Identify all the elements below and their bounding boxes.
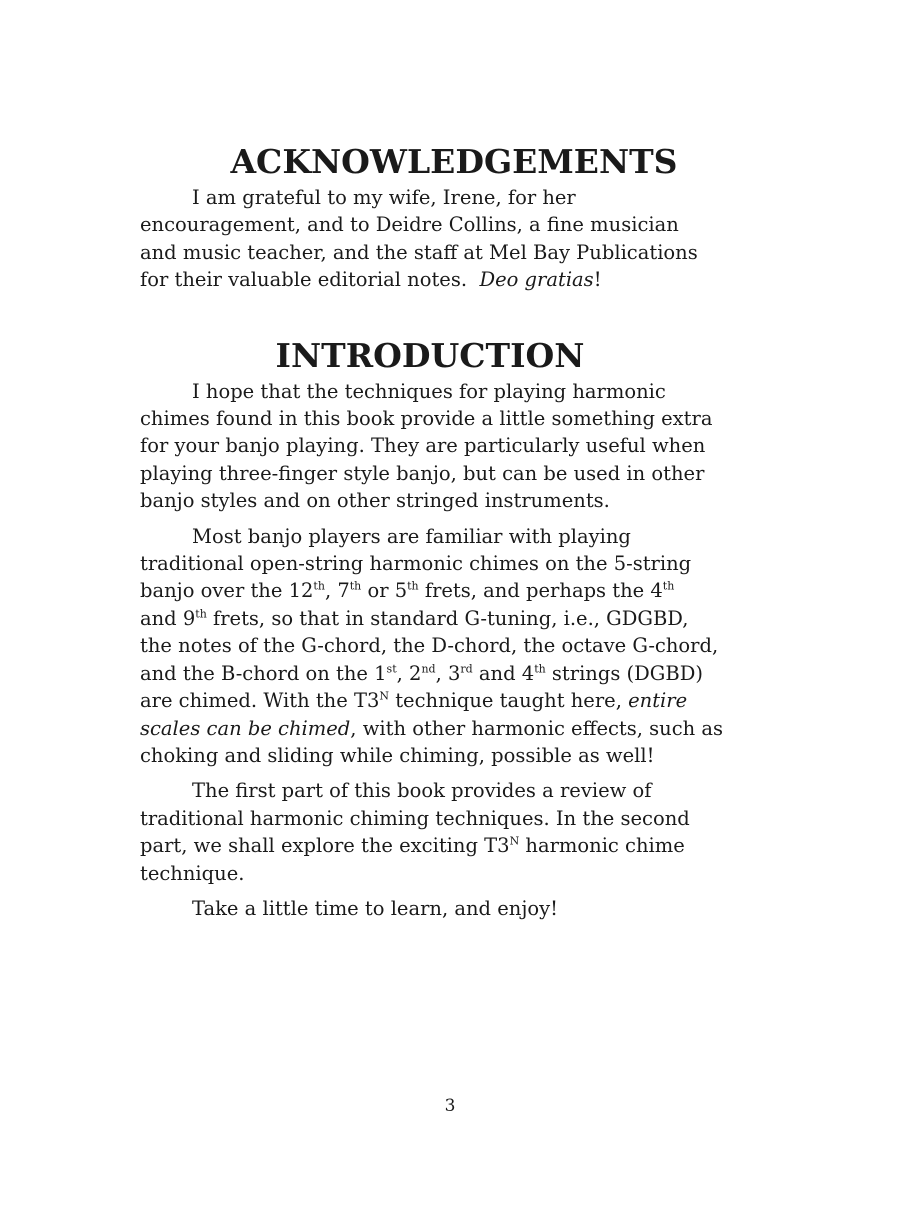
italic-text: scales can be chimed	[140, 716, 351, 740]
sup: st	[386, 662, 397, 676]
p2-line: traditional open-string harmonic chimes on the 5-string	[140, 552, 692, 576]
p4-line: Take a little time to learn, and enjoy!	[192, 896, 558, 920]
text: harmonic chime	[519, 834, 685, 858]
acknowledgements-heading: ACKNOWLEDGEMENTS	[230, 142, 678, 181]
sup: N	[379, 689, 390, 703]
intro-paragraph-4	[140, 895, 760, 922]
acknowledgements-paragraph	[140, 184, 760, 294]
intro-paragraph-3	[140, 777, 760, 887]
p2-line: the notes of the G-chord, the D-chord, the octave G-chord,	[140, 634, 719, 658]
text: frets, and perhaps the 4	[418, 579, 663, 603]
introduction-heading: INTRODUCTION	[275, 335, 585, 375]
ack-line-3: and music teacher, and the staff at Mel Bay Publications	[140, 240, 698, 264]
text: technique taught here,	[389, 689, 629, 713]
sup: nd	[421, 662, 436, 676]
text: part, we shall explore the exciting T3	[140, 834, 510, 858]
p1-line: playing three-finger style banjo, but can be used in other	[140, 461, 705, 485]
text: , 7	[324, 579, 350, 603]
text: and 9	[140, 606, 196, 630]
sup: th	[313, 579, 325, 593]
text: are chimed. With the T3	[140, 689, 380, 713]
p2-line: choking and sliding while chiming, possible as well!	[140, 743, 655, 767]
text: banjo over the 12	[140, 579, 314, 603]
text: strings (DGBD)	[545, 661, 703, 685]
ack-line-4-text: for their valuable editorial notes.	[140, 268, 468, 292]
ack-line-4	[140, 266, 760, 293]
p2-line	[140, 577, 760, 604]
intro-paragraph-2	[140, 523, 760, 770]
text: , 3	[435, 661, 461, 685]
text: and 4	[472, 661, 535, 685]
p2-line	[140, 687, 760, 714]
p1-line: I hope that the techniques for playing harmonic	[192, 379, 666, 403]
ack-exclaim: !	[593, 268, 602, 292]
deo-gratias: Deo gratias	[479, 268, 594, 292]
p3-line	[140, 832, 760, 859]
sup: th	[662, 579, 675, 593]
p1-line: for your banjo playing. They are particularly useful when	[140, 434, 706, 458]
p3-line: traditional harmonic chiming techniques. In the second	[140, 806, 690, 830]
text: , with other harmonic effects, such as	[350, 716, 724, 740]
sup: rd	[460, 662, 473, 676]
sup: th	[534, 662, 546, 676]
p1-line: banjo styles and on other stringed instruments.	[140, 489, 610, 513]
ack-line-2: encouragement, and to Deidre Collins, a fine musician	[140, 213, 679, 237]
text: frets, so that in standard G-tuning, i.e., GDGBD,	[206, 606, 689, 630]
text: and the B-chord on the 1	[140, 661, 387, 685]
intro-paragraph-1	[140, 378, 760, 515]
page-content	[140, 140, 760, 922]
p2-line	[140, 715, 760, 742]
p1-line: chimes found in this book provide a little something extra	[140, 407, 713, 431]
sup: th	[349, 579, 362, 593]
p3-line: technique.	[140, 861, 245, 885]
text: , 2	[396, 661, 422, 685]
ack-line-1: I am grateful to my wife, Irene, for her	[192, 186, 576, 209]
p2-line	[140, 660, 760, 687]
p2-line	[140, 605, 760, 632]
p3-line: The first part of this book provides a review of	[192, 779, 652, 803]
sup: th	[195, 607, 207, 621]
italic-text: entire	[628, 689, 688, 713]
p2-line: Most banjo players are familiar with playing	[192, 524, 631, 548]
page-number: 3	[444, 1096, 456, 1116]
sup: th	[407, 579, 419, 593]
text: or 5	[361, 579, 408, 603]
sup: N	[509, 834, 520, 848]
